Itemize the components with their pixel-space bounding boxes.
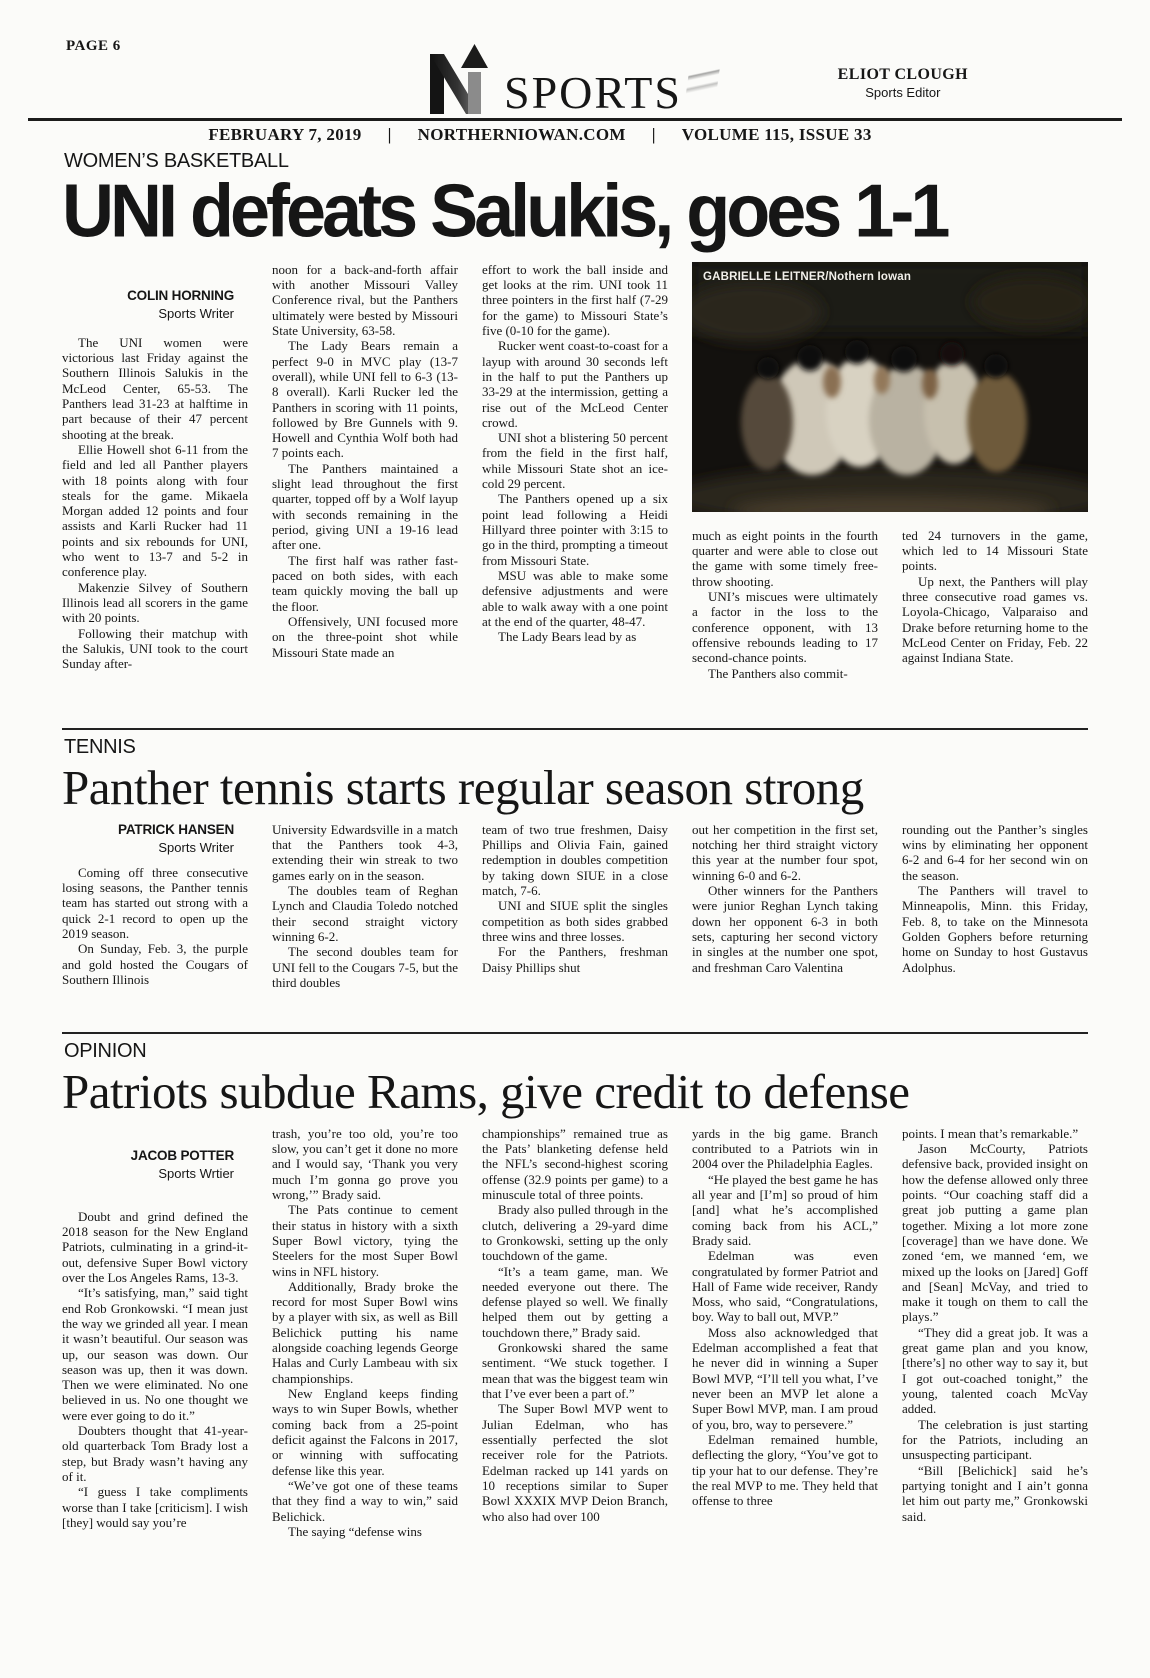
- paragraph: The celebration is just starting for the Patriots, including an unsuspecting participant.: [902, 1416, 1088, 1463]
- column-text: [482, 822, 668, 975]
- paragraph: The Pats continue to cement their status in history with a sixth Super Bowl victory, tying the Steelers for the most Super Bowl wins in NFL history.: [272, 1202, 458, 1279]
- paragraph: “He played the best game he has all year and [I’m] so proud of him [and] what he’s accomplished coming back from his ACL,” Brady said.: [692, 1171, 878, 1248]
- byline-name: COLIN HORNING: [127, 287, 234, 303]
- column: [482, 262, 668, 714]
- paragraph: effort to work the ball inside and get looks at the rim. UNI took 11 three pointers in the first half (7-29 for the game) to Missouri State’s five (0-10 for the game).: [482, 261, 668, 338]
- paragraph: rounding out the Panther’s singles wins by eliminating her opponent 6-2 and 6-4 for her second win on the season.: [902, 821, 1088, 883]
- article-photo-block: [692, 262, 1088, 714]
- article-columns: [62, 262, 668, 714]
- basketball-huddle-photo: [692, 262, 1088, 512]
- column-text: [902, 528, 1088, 666]
- paragraph: much as eight points in the fourth quarter and were able to close out the game with some timely free-throw shooting.: [692, 527, 878, 589]
- photo-credit: GABRIELLE LEITNER/Nothern Iowan: [703, 270, 912, 283]
- article-photo: [692, 262, 1088, 512]
- column: [272, 1126, 458, 1604]
- article-columns: [692, 528, 1088, 712]
- column: [272, 822, 458, 1018]
- column: [62, 262, 248, 714]
- byline: [62, 822, 248, 855]
- paragraph: trash, you’re too old, you’re too slow, you can’t get it done no more and I would say, ‘Thank you very much I’m gonna go prove you wrong,’” Brady said.: [272, 1125, 458, 1202]
- paragraph: Following their matchup with the Salukis, UNI took to the court Sunday after-: [62, 625, 248, 672]
- dateline: [0, 125, 1080, 145]
- column: [902, 1126, 1088, 1604]
- scan-artifact: [683, 43, 722, 116]
- paragraph: yards in the big game. Branch contributed to a Patriots win in 2004 over the Philadelphia Eagles.: [692, 1125, 878, 1172]
- paragraph: Ellie Howell shot 6-11 from the field and led all Panther players with 18 points along with four steals for the game. Mikaela Morgan added 12 points and four assists and Karli Rucker had 11 points and six rebounds for UNI, who went to 13-7 and 5-2 in conference play.: [62, 441, 248, 580]
- paragraph: Edelman was even congratulated by former Patriot and Hall of Fame wide receiver, Randy Moss, who said, “Congratulations, boy. Way to ball out, MVP.”: [692, 1248, 878, 1325]
- paragraph: Up next, the Panthers will play three consecutive road games vs. Loyola-Chicago, Valparaiso and Drake before returning home to the McLeod Center on Friday, Feb. 22 against Indiana State.: [902, 573, 1088, 666]
- dateline-separator: |: [651, 125, 656, 144]
- paragraph: Other winners for the Panthers were junior Reghan Lynch taking down her opponent 6-3 in both sets, capturing her second victory in singles at the number one spot, and freshman Caro Valentina: [692, 882, 878, 975]
- column-text: [902, 1126, 1088, 1525]
- dateline-site: NORTHERNIOWAN.COM: [417, 125, 626, 144]
- column: [692, 1126, 878, 1604]
- column-text: [62, 335, 248, 672]
- column-text: [62, 865, 248, 988]
- paragraph: “I guess I take compliments worse than I take [criticism]. I wish [they] would say you’re: [62, 1484, 248, 1531]
- paragraph: “Bill [Belichick] said he’s partying tonight and I ain’t gonna let him out party me,” Gronkowski said.: [902, 1462, 1088, 1524]
- paragraph: championships” remained true as the Pats’ blanketing defense held the NFL’s second-highest scoring offense (32.9 points per game) to a minuscule total of three points.: [482, 1125, 668, 1202]
- paragraph: Brady also pulled through in the clutch, delivering a 29-yard dime to Gronkowski, setting up the only touchdown of the game.: [482, 1202, 668, 1264]
- column-text: [692, 822, 878, 975]
- masthead-section-title: SPORTS: [504, 67, 682, 118]
- masthead-rule: [28, 118, 1122, 121]
- paragraph: UNI’s miscues were ultimately a factor in the loss to the conference opponent, with 13 offensive rebounds leading to 17 second-chance points.: [692, 588, 878, 666]
- paragraph: The Panthers opened up a six point lead following a Heidi Hillyard three pointer with 3:15 to go in the third, prompting a timeout from Missouri State.: [482, 491, 668, 568]
- column: [902, 822, 1088, 1018]
- column: [62, 1126, 248, 1604]
- column-text: [272, 822, 458, 991]
- editor-title: Sports Editor: [865, 85, 941, 100]
- paragraph: The doubles team of Reghan Lynch and Claudia Toledo notched their second straight victory winning 6-2.: [272, 882, 458, 944]
- byline-title: Sports Wrtier: [158, 1165, 234, 1181]
- column-text: [482, 1126, 668, 1525]
- paragraph: Moss also acknowledged that Edelman accomplished a feat that he never did in winning a Super Bowl MVP, “I’ll tell you what, I’ve never been an MVP let alone a Super Bowl MVP, man. I am proud of you, bro, way to persevere.”: [692, 1324, 878, 1432]
- column: [482, 1126, 668, 1604]
- article-womens-basketball: [62, 150, 1088, 714]
- column-text: [482, 262, 668, 645]
- masthead-brand: [428, 42, 682, 121]
- paragraph: Jason McCourty, Patriots defensive back, provided insight on how the defense allowed only three points. “Our coaching staff did a great job putting a game plan together. Mixing a lot more zone [coverage] than we have done. We zoned ‘em, we manned ‘em, we mixed up the looks on [Jared] Goff and [Sean] McVay, and tried to make it tough on them to call the plays.”: [902, 1140, 1088, 1325]
- column-text: [272, 262, 458, 661]
- paragraph: New England keeps finding ways to win Super Bowls, whether coming back from a 25-point deficit against the Falcons in 2017, or winning with suffocating defense like this year.: [272, 1386, 458, 1478]
- article-headline: UNI defeats Salukis, goes 1-1: [62, 169, 947, 253]
- dateline-issue: VOLUME 115, ISSUE 33: [681, 125, 872, 144]
- article-body: [62, 262, 1088, 714]
- paragraph: Doubt and grind defined the 2018 season for the New England Patriots, culminating in a grind-it-out, defensive Super Bowl victory over the Los Angeles Rams, 13-3.: [62, 1208, 248, 1285]
- article-headline: Panther tennis starts regular season strong: [62, 759, 864, 815]
- paragraph: For the Panthers, freshman Daisy Phillips shut: [482, 944, 668, 975]
- column-text: [902, 822, 1088, 975]
- column: [902, 528, 1088, 712]
- paragraph: The first half was rather fast-paced on both sides, with each team quickly moving the ball up the floor.: [272, 552, 458, 614]
- paragraph: The Lady Bears remain a perfect 9-0 in MVC play (13-7 overall), while UNI fell to 6-3 (13-8 overall). Karli Rucker led the Panthers in scoring with 11 points, followed by Bre Gunnels with 9. Howell and Cynthia Wolf both had 7 points each.: [272, 338, 458, 461]
- paragraph: “We’ve got one of these teams that they find a way to win,” said Belichick.: [272, 1478, 458, 1524]
- paragraph: “It’s a team game, man. We needed everyone out there. The defense played so well. We finally helped them out by getting a touchdown there,” Brady said.: [482, 1263, 668, 1340]
- paragraph: MSU was able to make some defensive adjustments and were able to walk away with a one point at the end of the quarter, 48-47.: [482, 568, 668, 630]
- paragraph: The Super Bowl MVP went to Julian Edelman, who has essentially perfected the slot receiver role for the Patriots. Edelman racked up 141 yards on 10 receptions similar to Super Bowl XXXIX MVP Deion Branch, who also had over 100: [482, 1401, 668, 1524]
- section-kicker: TENNIS: [64, 735, 136, 758]
- paragraph: Coming off three consecutive losing seasons, the Panther tennis team has started out strong with a quick 2-1 record to open up the 2019 season.: [62, 864, 248, 941]
- byline-title: Sports Writer: [158, 839, 234, 855]
- paragraph: The saying “defense wins: [288, 1524, 422, 1540]
- column-text: [272, 1126, 458, 1540]
- column: [272, 262, 458, 714]
- paragraph: points. I mean that’s remarkable.”: [902, 1125, 1079, 1141]
- byline: [62, 288, 248, 321]
- editor-name: ELIOT CLOUGH: [837, 66, 968, 83]
- paragraph: ted 24 turnovers in the game, which led to 14 Missouri State points.: [902, 527, 1088, 574]
- paragraph: The UNI women were victorious last Friday against the Southern Illinois Salukis in the McLeod Center, 65-53. The Panthers lead 31-23 at halftime in part because of their 47 percent shooting at the break.: [62, 334, 248, 442]
- article-columns: [62, 822, 1088, 1018]
- page-content: [62, 146, 1088, 1604]
- byline-title: Sports Writer: [158, 305, 234, 321]
- paragraph: Doubters thought that 41-year-old quarterback Tom Brady lost a step, but Brady wasn’t having any of it.: [62, 1423, 248, 1485]
- ni-logo-icon: [428, 42, 500, 121]
- column: [692, 822, 878, 1018]
- paragraph: University Edwardsville in a match that the Panthers took 4-3, extending their win streak to two games early on in the season.: [272, 821, 458, 883]
- column-text: [62, 1209, 248, 1531]
- paragraph: “It’s satisfying, man,” said tight end Rob Gronkowski. “I mean just the way we grinded all year. I mean it wasn’t beautiful. Our season was up, our season was down. Our season was up, then it was down. Then we were eliminated. No one believed in us. No one thought we were ever going to do it.”: [62, 1285, 248, 1423]
- section-divider: [62, 728, 1088, 730]
- editor-block: [838, 66, 968, 100]
- page-number-label: PAGE 6: [66, 38, 121, 54]
- paragraph: Edelman remained humble, deflecting the glory, “You’ve got to tip your hat to our defense. They’re the real MVP to me. They held that offense to three: [692, 1432, 878, 1509]
- paragraph: UNI and SIUE split the singles competition as both sides grabbed three wins and three losses.: [482, 898, 668, 944]
- paragraph: UNI shot a blistering 50 percent from the field in the first half, while Missouri State shot an ice-cold 29 percent.: [482, 430, 668, 492]
- byline-name: PATRICK HANSEN: [118, 821, 234, 837]
- article-opinion: [62, 1040, 1088, 1604]
- paragraph: out her competition in the first set, notching her third straight victory this year at the number four spot, winning 6-0 and 6-2.: [692, 821, 878, 883]
- column-text: [692, 528, 878, 681]
- section-kicker: OPINION: [64, 1039, 147, 1062]
- paragraph: Additionally, Brady broke the record for most Super Bowl wins by a player with six, as well as Bill Belichick putting his name alongside coaching legends George Halas and Curly Lambeau with six championships.: [272, 1278, 458, 1386]
- paragraph: Gronkowski shared the same sentiment. “We stuck together. I mean that was the biggest team win that I’ve ever been a part of.”: [482, 1340, 668, 1402]
- article-tennis: [62, 736, 1088, 1018]
- article-columns: [62, 1126, 1088, 1604]
- byline: [62, 1148, 248, 1181]
- paragraph: Rucker went coast-to-coast for a layup with around 30 seconds left in the half to put the Panthers up 33-29 at the intermission, getting a rise out of the McLeod Center crowd.: [482, 338, 668, 430]
- paragraph: The Panthers maintained a slight lead throughout the first quarter, topped off by a Wolf layup with seconds remaining in the period, giving UNI a 19-16 lead after one.: [272, 460, 458, 553]
- paragraph: Offensively, UNI focused more on the three-point shot while Missouri State made an: [272, 614, 458, 660]
- paragraph: The Panthers also commit-: [708, 665, 848, 681]
- section-divider: [62, 1032, 1088, 1034]
- paragraph: The second doubles team for UNI fell to the Cougars 7-5, but the third doubles: [272, 944, 458, 990]
- column: [692, 528, 878, 712]
- column: [482, 822, 668, 1018]
- article-headline: Patriots subdue Rams, give credit to defense: [62, 1063, 910, 1119]
- section-kicker: WOMEN’S BASKETBALL: [64, 150, 289, 172]
- byline-name: JACOB POTTER: [130, 1147, 234, 1163]
- dateline-date: FEBRUARY 7, 2019: [208, 125, 362, 144]
- column-text: [692, 1126, 878, 1509]
- paragraph: Makenzie Silvey of Southern Illinois lead all scorers in the game with 20 points.: [62, 579, 248, 626]
- paragraph: team of two true freshmen, Daisy Phillips and Olivia Fain, gained redemption in doubles competition by taking down SIUE in a close match, 7-6.: [482, 821, 668, 898]
- paragraph: “They did a great job. It was a great game plan and you know, [there’s] no other way to say it, but I got out-coached tonight,” the young, talented coach McVay added.: [902, 1324, 1088, 1417]
- paragraph: The Panthers will travel to Minneapolis, Minn. this Friday, Feb. 8, to take on the Minnesota Golden Gophers before returning home on Sunday to host Gustavus Adolphus.: [902, 882, 1088, 975]
- column: [62, 822, 248, 1018]
- paragraph: The Lady Bears lead by as: [498, 629, 637, 645]
- dateline-separator: |: [387, 125, 392, 144]
- paragraph: On Sunday, Feb. 3, the purple and gold hosted the Cougars of Southern Illinois: [62, 941, 248, 987]
- paragraph: noon for a back-and-forth affair with another Missouri Valley Conference rival, but the Panthers ultimately were bested by Missouri State University, 63-58.: [272, 261, 458, 338]
